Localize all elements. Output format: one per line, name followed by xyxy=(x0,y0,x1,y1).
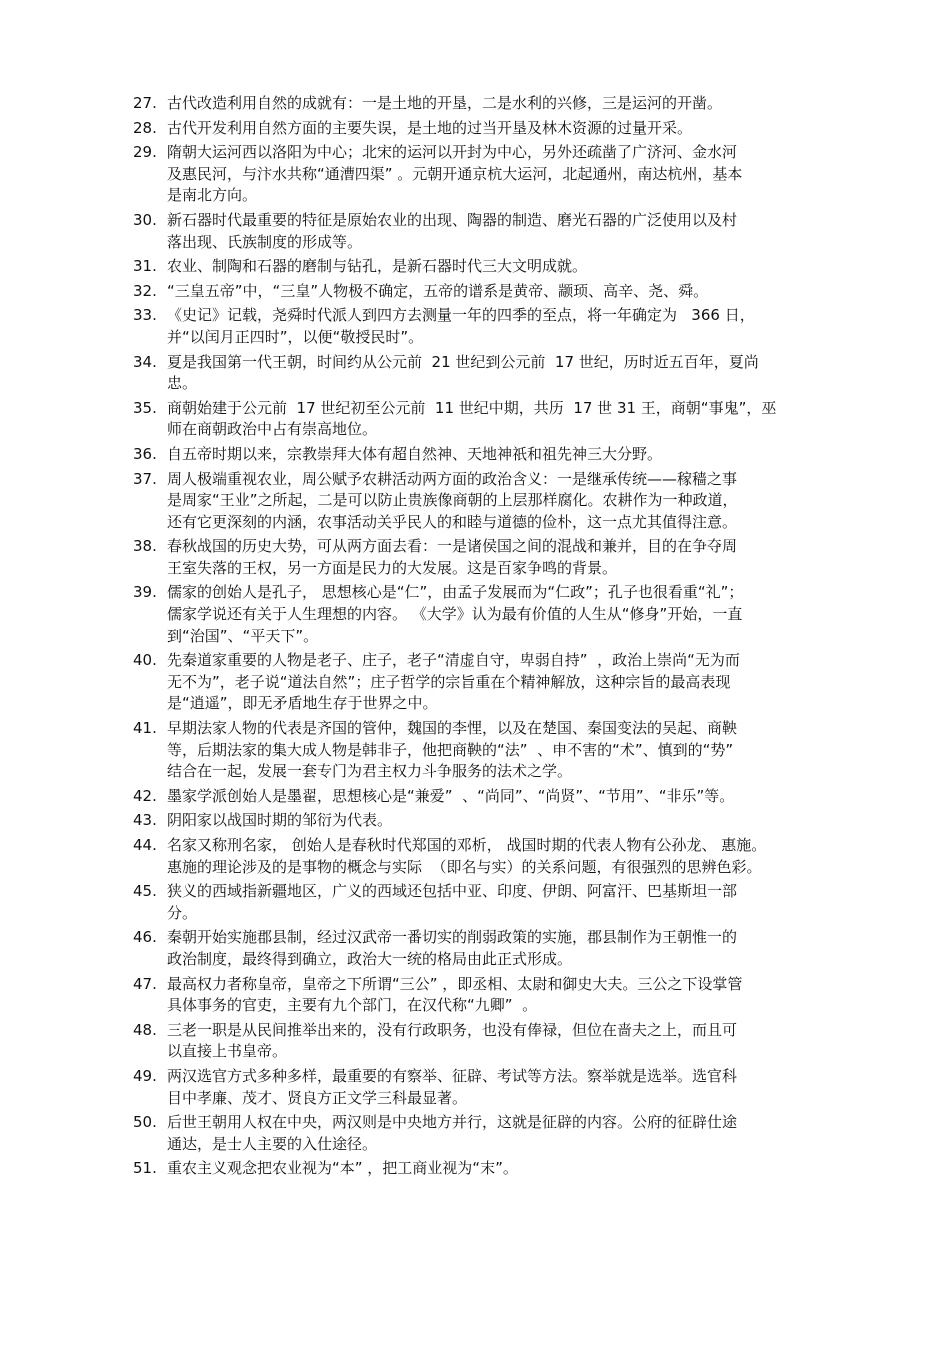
item-text-line: “三皇五帝”中，“三皇”人物极不确定，五帝的谱系是黄帝、颛顼、高辛、尧、舜。 xyxy=(167,281,709,300)
item-text-line: 是“逍遥”，即无矛盾地生存于世界之中。 xyxy=(167,694,438,713)
list-item xyxy=(133,927,903,970)
item-text-line: 师在商朝政治中占有崇高地位。 xyxy=(167,420,378,439)
item-text xyxy=(167,1112,903,1155)
item-text-line: 三老一职是从民间推举出来的，没有行政职务，也没有俸禄，但位在啬夫之上，而且可 xyxy=(167,1020,738,1039)
list-item xyxy=(133,281,903,303)
list-item xyxy=(133,582,903,647)
item-text-line: 政治制度，最终得到确立，政治大一统的格局由此正式形成。 xyxy=(167,949,573,968)
item-text-line: 及惠民河，与汴水共称“通漕四渠” 。元朝开通京杭大运河，北起通州，南达杭州，基本 xyxy=(167,164,743,183)
list-item xyxy=(133,1020,903,1063)
item-text-line: 具体事务的官吏，主要有九个部门，在汉代称“九卿” 。 xyxy=(167,996,538,1015)
item-text xyxy=(167,835,903,878)
item-text xyxy=(167,718,903,783)
list-item xyxy=(133,835,903,878)
item-text xyxy=(167,305,903,348)
list-item xyxy=(133,256,903,278)
item-text xyxy=(167,281,903,303)
item-text-line: 后世王朝用人权在中央，两汉则是中央地方并行，这就是征辟的内容。公府的征辟仕途 xyxy=(167,1113,738,1132)
item-text-line: 春秋战国的历史大势，可从两方面去看：一是诸侯国之间的混战和兼并，目的在争夺周 xyxy=(167,537,738,556)
item-number: 44. xyxy=(133,836,157,854)
item-text-line: 无不为”，老子说“道法自然”；庄子哲学的宗旨重在个精神解放，这种宗旨的最高表现 xyxy=(167,672,731,691)
list-item xyxy=(133,93,903,115)
item-text xyxy=(167,786,903,808)
item-number: 51. xyxy=(133,1159,157,1178)
item-text-line: 儒家的创始人是孔子， 思想核心是“仁”，由孟子发展而为“仁政”；孔子也很看重“礼”； xyxy=(167,583,744,602)
item-text-line: 夏是我国第一代王朝，时间约从公元前 21 世纪到公元前 17 世纪，历时近五百年，夏尚 xyxy=(167,352,759,371)
item-text-line: 是周家“王业”之所起，二是可以防止贵族像商朝的上层那样腐化。农耕作为一种政道， xyxy=(167,491,738,510)
item-number: 36. xyxy=(133,444,157,463)
list-item xyxy=(133,1158,903,1180)
list-item xyxy=(133,536,903,579)
item-text-line: 结合在一起，发展一套专门为君主权力斗争服务的法术之学。 xyxy=(167,762,573,781)
item-text xyxy=(167,398,903,441)
list-item xyxy=(133,210,903,253)
item-text xyxy=(167,1020,903,1063)
item-text-line: 等，后期法家的集大成人物是韩非子，他把商鞅的“法” 、申不害的“术”、慎到的“势” xyxy=(167,740,734,759)
item-text-line: 名家又称刑名家， 创始人是春秋时代郑国的邓析， 战国时期的代表人物有公孙龙、 惠施。 xyxy=(167,836,767,854)
item-text-line: 忠。 xyxy=(167,374,198,393)
item-text-line: 隋朝大运河西以洛阳为中心；北宋的运河以开封为中心，另外还疏凿了广济河、金水河 xyxy=(167,143,738,162)
item-number: 47. xyxy=(133,974,157,993)
list-item xyxy=(133,810,903,832)
list-item xyxy=(133,786,903,808)
item-text-line: 新石器时代最重要的特征是原始农业的出现、陶器的制造、磨光石器的广泛使用以及村 xyxy=(167,210,738,229)
item-text-line: 以直接上书皇帝。 xyxy=(167,1042,288,1061)
item-text xyxy=(167,881,903,924)
item-text xyxy=(167,1066,903,1109)
item-text xyxy=(167,256,903,278)
numbered-list xyxy=(133,93,903,1183)
list-item xyxy=(133,974,903,1017)
item-text xyxy=(167,810,903,832)
item-text-line: 最高权力者称皇帝，皇帝之下所谓“三公” ，即丞相、太尉和御史大夫。三公之下设掌管 xyxy=(167,974,743,993)
list-item xyxy=(133,118,903,140)
list-item xyxy=(133,881,903,924)
list-item xyxy=(133,1112,903,1155)
item-text xyxy=(167,927,903,970)
item-text-line: 落出现、氏族制度的形成等。 xyxy=(167,232,363,251)
item-text xyxy=(167,1158,903,1180)
item-number: 41. xyxy=(133,719,157,738)
item-text-line: 自五帝时期以来，宗教崇拜大体有超自然神、天地神祇和祖先神三大分野。 xyxy=(167,444,663,463)
item-text-line: 早期法家人物的代表是齐国的管仲，魏国的李悝，以及在楚国、秦国变法的吴起、商鞅 xyxy=(167,719,738,738)
item-text-line: 墨家学派创始人是墨翟，思想核心是“兼爱” 、“尚同”、“尚贤”、“节用”、“非乐”等。 xyxy=(167,786,735,805)
list-item xyxy=(133,650,903,715)
item-text-line: 两汉选官方式多种多样，最重要的有察举、征辟、考试等方法。察举就是选举。选官科 xyxy=(167,1066,738,1085)
item-text-line: 并“以闰月正四时”，以便“敬授民时”。 xyxy=(167,327,424,346)
item-text-line: 是南北方向。 xyxy=(167,186,258,205)
item-text-line: 目中孝廉、茂才、贤良方正文学三科最显著。 xyxy=(167,1088,468,1107)
item-number: 38. xyxy=(133,537,157,556)
item-number: 43. xyxy=(133,811,157,830)
item-text-line: 先秦道家重要的人物是老子、庄子，老子“清虚自守，卑弱自持” ，政治上崇尚“无为而 xyxy=(167,651,740,670)
item-number: 46. xyxy=(133,928,157,947)
item-text xyxy=(167,536,903,579)
item-text-line: 还有它更深刻的内涵，农事活动关乎民人的和睦与道德的俭朴，这一点尤其值得注意。 xyxy=(167,512,738,531)
item-number: 30. xyxy=(133,210,157,229)
item-text xyxy=(167,210,903,253)
list-item xyxy=(133,718,903,783)
item-number: 49. xyxy=(133,1066,157,1085)
item-text xyxy=(167,974,903,1017)
list-item xyxy=(133,352,903,395)
list-item xyxy=(133,398,903,441)
item-number: 33. xyxy=(133,306,157,325)
item-text-line: 商朝始建于公元前 17 世纪初至公元前 11 世纪中期，共历 17 世 31 王，商朝“事鬼”，巫 xyxy=(167,398,777,417)
item-text-line: 秦朝开始实施郡县制，经过汉武帝一番切实的削弱政策的实施，郡县制作为王朝惟一的 xyxy=(167,928,738,947)
item-number: 50. xyxy=(133,1113,157,1132)
list-item xyxy=(133,444,903,466)
item-number: 35. xyxy=(133,398,157,417)
item-text-line: 儒家学说还有关于人生理想的内容。 《大学》认为最有价值的人生从“修身”开始，一直 xyxy=(167,605,743,624)
item-text xyxy=(167,582,903,647)
item-number: 42. xyxy=(133,786,157,805)
item-number: 34. xyxy=(133,352,157,371)
item-text-line: 重农主义观念把农业视为“本” ，把工商业视为“末”。 xyxy=(167,1159,518,1178)
list-item xyxy=(133,469,903,534)
list-item xyxy=(133,142,903,207)
item-text-line: 阴阳家以战国时期的邹衍为代表。 xyxy=(167,811,393,830)
item-text-line: 分。 xyxy=(167,903,198,922)
item-number: 40. xyxy=(133,651,157,670)
item-text-line: 到“治国”、“平天下”。 xyxy=(167,626,319,645)
item-number: 31. xyxy=(133,257,157,276)
item-text xyxy=(167,93,903,115)
item-text-line: 狭义的西域指新疆地区，广义的西域还包括中亚、印度、伊朗、阿富汗、巴基斯坦一部 xyxy=(167,882,738,901)
list-item xyxy=(133,1066,903,1109)
item-text xyxy=(167,469,903,534)
item-number: 48. xyxy=(133,1020,157,1039)
item-text-line: 周人极端重视农业，周公赋予农耕活动两方面的政治含义：一是继承传统——稼穑之事 xyxy=(167,469,738,488)
item-text-line: 农业、制陶和石器的磨制与钻孔，是新石器时代三大文明成就。 xyxy=(167,257,588,276)
item-number: 28. xyxy=(133,118,157,137)
item-number: 32. xyxy=(133,281,157,300)
item-text-line: 古代改造利用自然的成就有：一是土地的开垦，二是水利的兴修，三是运河的开凿。 xyxy=(167,94,723,112)
item-text-line: 古代开发利用自然方面的主要失误，是土地的过当开垦及林木资源的过量开采。 xyxy=(167,118,693,137)
item-text-line: 惠施的理论涉及的是事物的概念与实际 （即名与实）的关系问题，有很强烈的思辨色彩。 xyxy=(167,857,762,876)
item-number: 39. xyxy=(133,583,157,602)
item-number: 27. xyxy=(133,94,157,112)
item-text-line: 《史记》记载，尧舜时代派人到四方去测量一年的四季的至点，将一年确定为 366 日， xyxy=(167,306,755,325)
item-number: 45. xyxy=(133,882,157,901)
item-text-line: 通达，是士人主要的入仕途径。 xyxy=(167,1134,378,1153)
item-text xyxy=(167,118,903,140)
item-text xyxy=(167,142,903,207)
list-item xyxy=(133,305,903,348)
item-text xyxy=(167,444,903,466)
item-text xyxy=(167,650,903,715)
item-text xyxy=(167,352,903,395)
item-text-line: 王室失落的王权，另一方面是民力的大发展。这是百家争鸣的背景。 xyxy=(167,558,618,577)
item-number: 29. xyxy=(133,143,157,162)
item-number: 37. xyxy=(133,469,157,488)
